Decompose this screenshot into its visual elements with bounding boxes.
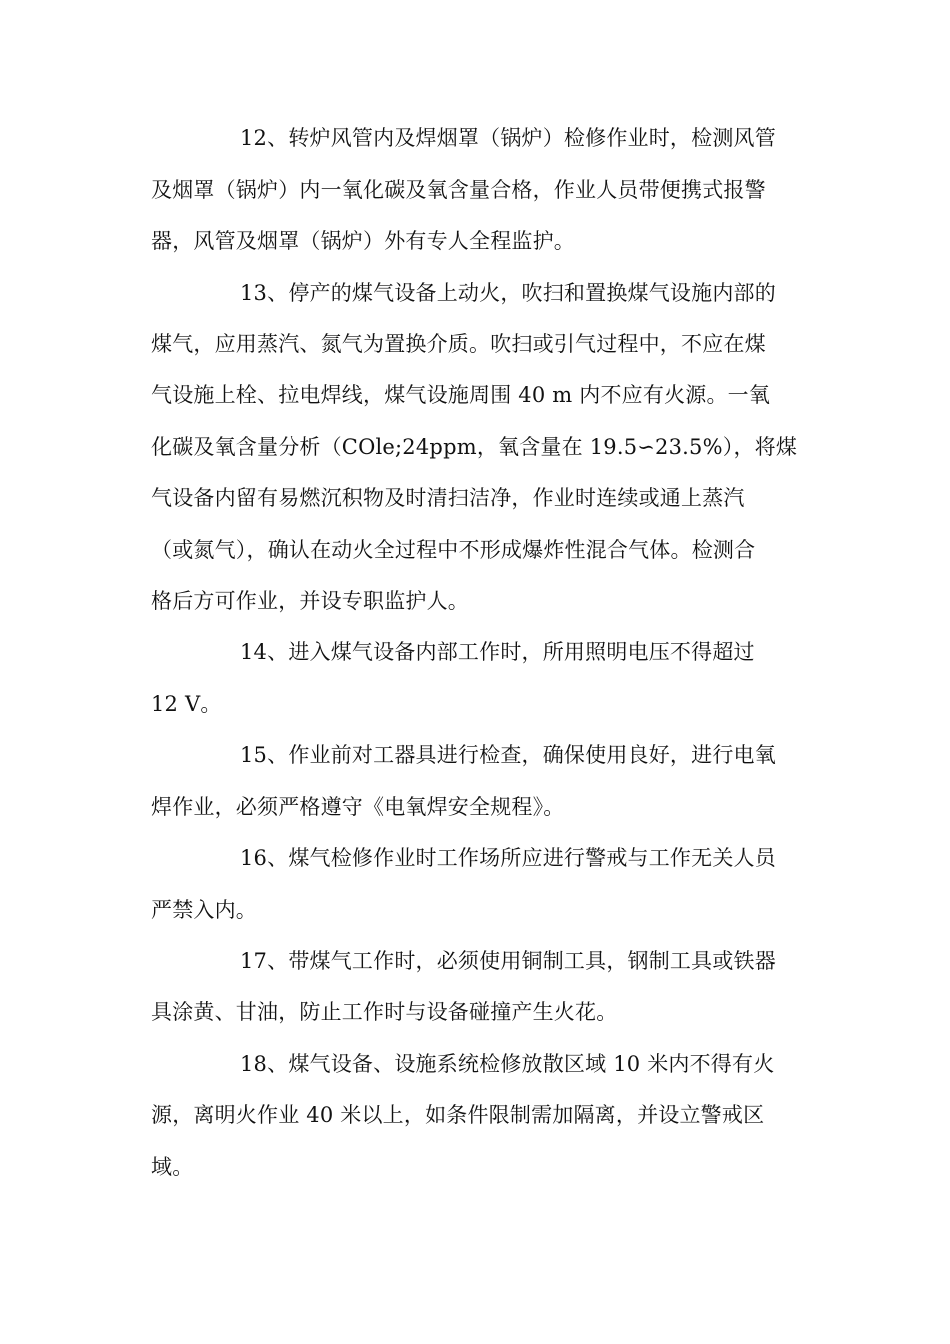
- paragraph-12-line-3: 器，风管及烟罩（锅炉）外有专人全程监护。: [151, 229, 575, 253]
- paragraph-12-line-2: 及烟罩（锅炉）内一氧化碳及氧含量合格，作业人员带便携式报警: [151, 178, 766, 202]
- paragraph-16-line-1: 16、煤气检修作业时工作场所应进行警戒与工作无关人员: [240, 846, 776, 870]
- paragraph-16-line-2: 严禁入内。: [151, 898, 257, 922]
- paragraph-13-line-5: 气设备内留有易燃沉积物及时清扫洁净，作业时连续或通上蒸汽: [151, 486, 745, 510]
- paragraph-17-line-1: 17、带煤气工作时，必须使用铜制工具，钢制工具或铁器: [240, 949, 776, 973]
- paragraph-13-line-6: （或氮气），确认在动火全过程中不形成爆炸性混合气体。检测合: [151, 538, 756, 562]
- paragraph-18-line-2: 源，离明火作业 40 米以上，如条件限制需加隔离，并设立警戒区: [151, 1103, 765, 1127]
- paragraph-14-line-2: 12 V。: [151, 692, 222, 716]
- paragraph-13-line-4: 化碳及氧含量分析（COle;24ppm，氧含量在 19.5∽23.5%），将煤: [151, 435, 798, 459]
- paragraph-13-line-3: 气设施上栓、拉电焊线，煤气设施周围 40 m 内不应有火源。一氧: [151, 383, 771, 407]
- paragraph-13-line-1: 13、停产的煤气设备上动火，吹扫和置换煤气设施内部的: [240, 281, 776, 305]
- paragraph-15-line-2: 焊作业，必须严格遵守《电氧焊安全规程》。: [151, 795, 565, 819]
- paragraph-14-line-1: 14、进入煤气设备内部工作时，所用照明电压不得超过: [240, 640, 755, 664]
- paragraph-18-line-1: 18、煤气设备、设施系统检修放散区域 10 米内不得有火: [240, 1052, 775, 1076]
- paragraph-13-line-2: 煤气，应用蒸汽、氮气为置换介质。吹扫或引气过程中，不应在煤: [151, 332, 766, 356]
- paragraph-12-line-1: 12、转炉风管内及焊烟罩（锅炉）检修作业时，检测风管: [240, 126, 776, 150]
- paragraph-18-line-3: 域。: [151, 1155, 194, 1179]
- paragraph-13-line-7: 格后方可作业，并设专职监护人。: [151, 589, 469, 613]
- paragraph-17-line-2: 具涂黄、甘油，防止工作时与设备碰撞产生火花。: [151, 1000, 618, 1024]
- paragraph-15-line-1: 15、作业前对工器具进行检查，确保使用良好，进行电氧: [240, 743, 776, 767]
